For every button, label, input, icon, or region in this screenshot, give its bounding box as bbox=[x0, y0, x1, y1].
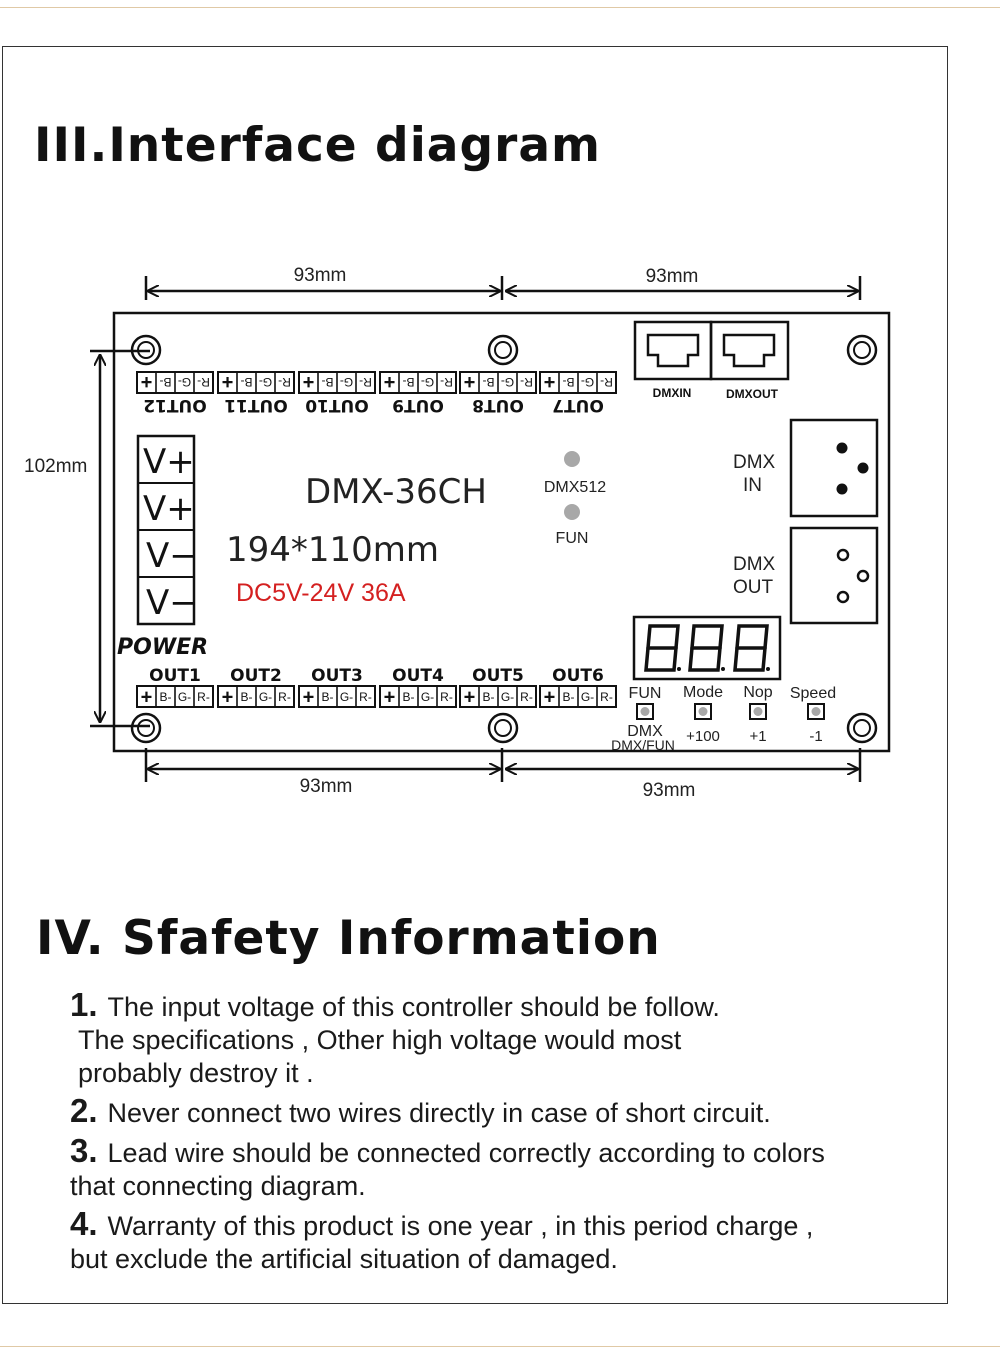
terminal-pin-label: B- bbox=[240, 375, 253, 389]
button-sublabel-dmx: DMX bbox=[627, 723, 663, 740]
terminal-pin-label: B- bbox=[159, 375, 172, 389]
output-terminal-block bbox=[540, 371, 616, 416]
terminal-pin-label: G- bbox=[580, 375, 595, 389]
terminal-pin-label: B- bbox=[321, 690, 334, 704]
output-terminal-block bbox=[460, 371, 536, 416]
xlr-pin bbox=[837, 484, 848, 495]
output-terminal-block bbox=[540, 666, 616, 709]
output-label: OUT1 bbox=[149, 666, 201, 686]
bottom-output-terminals bbox=[137, 666, 616, 709]
terminal-pin-label: G- bbox=[339, 690, 354, 704]
safety-information-list bbox=[70, 988, 950, 1280]
power-terminal-pin: V+ bbox=[143, 489, 195, 529]
button-mode[interactable] bbox=[695, 704, 711, 719]
terminal-pin-label: G- bbox=[177, 375, 192, 389]
terminal-pin-label: B- bbox=[321, 375, 334, 389]
dimension-label-height: 102mm bbox=[24, 456, 88, 477]
power-terminal-pin: V+ bbox=[143, 442, 195, 482]
output-label: OUT4 bbox=[392, 666, 444, 686]
model-label: DMX-36CH bbox=[305, 472, 487, 512]
xlr-in-label: DMX bbox=[733, 452, 776, 473]
output-terminal-block bbox=[218, 666, 294, 709]
output-terminal-block bbox=[137, 371, 213, 416]
terminal-pin-label: R- bbox=[197, 690, 210, 704]
terminal-pin-label: B- bbox=[402, 375, 415, 389]
section-title-interface-diagram: III.Interface diagram bbox=[34, 118, 602, 173]
output-label: OUT3 bbox=[311, 666, 363, 686]
xlr-dmx-out-connector bbox=[791, 528, 877, 623]
terminal-pin-label: + bbox=[221, 686, 234, 709]
safety-item bbox=[70, 1207, 950, 1276]
xlr-pin bbox=[858, 571, 868, 581]
mounting-hole bbox=[489, 336, 517, 364]
terminal-pin-label: G- bbox=[258, 375, 273, 389]
power-terminal bbox=[117, 436, 208, 660]
xlr-pin bbox=[837, 443, 848, 454]
terminal-pin-label: R- bbox=[440, 375, 453, 389]
mounting-hole bbox=[132, 714, 160, 742]
button-sublabel-minus1: -1 bbox=[809, 728, 823, 745]
button-label-nop: Nop bbox=[743, 684, 773, 701]
safety-item-text: Never connect two wires directly in case of short circuit. bbox=[107, 1098, 771, 1128]
output-label: OUT5 bbox=[472, 666, 524, 686]
rj45-in-label: DMXIN bbox=[652, 386, 692, 400]
safety-item-text: The specifications , Other high voltage would most bbox=[78, 1025, 682, 1055]
terminal-pin-label: R- bbox=[278, 690, 291, 704]
terminal-pin-label: G- bbox=[420, 690, 435, 704]
terminal-pin-label: R- bbox=[600, 690, 613, 704]
terminal-pin-label: G- bbox=[339, 375, 354, 389]
xlr-in-label: IN bbox=[743, 475, 762, 496]
safety-item-text: Warranty of this product is one year , in this period charge , bbox=[107, 1211, 814, 1241]
terminal-pin-label: R- bbox=[197, 375, 210, 389]
output-terminal-block bbox=[460, 666, 536, 709]
terminal-pin-label: R- bbox=[278, 375, 291, 389]
display-digit bbox=[690, 626, 725, 671]
dimension-label-top-left: 93mm bbox=[293, 265, 347, 286]
safety-item-number: 2. bbox=[70, 1092, 98, 1129]
terminal-pin-label: G- bbox=[258, 690, 273, 704]
output-terminal-block bbox=[299, 666, 375, 709]
button-speed[interactable] bbox=[808, 704, 824, 719]
output-terminal-block bbox=[299, 371, 375, 416]
terminal-pin-label: G- bbox=[500, 690, 515, 704]
terminal-pin-label: + bbox=[140, 686, 153, 709]
xlr-pin bbox=[838, 592, 848, 602]
button-nop[interactable] bbox=[750, 704, 766, 719]
terminal-pin-label: + bbox=[302, 370, 315, 393]
power-terminal-pin: V− bbox=[146, 536, 198, 576]
xlr-out-label: DMX bbox=[733, 554, 776, 575]
terminal-pin-label: + bbox=[463, 686, 476, 709]
dimension-label-top-right: 93mm bbox=[645, 266, 699, 287]
terminal-pin-label: R- bbox=[520, 690, 533, 704]
fun-led-label: FUN bbox=[555, 530, 589, 547]
button-sublabel-plus1: +1 bbox=[749, 728, 767, 745]
mounting-hole bbox=[848, 714, 876, 742]
terminal-pin-label: + bbox=[302, 686, 315, 709]
button-label-speed: Speed bbox=[789, 685, 837, 702]
rj45-dmx-out-port bbox=[711, 322, 788, 379]
terminal-pin-label: B- bbox=[482, 690, 495, 704]
safety-item-text: The input voltage of this controller should be follow. bbox=[107, 992, 720, 1022]
output-label: OUT11 bbox=[224, 395, 288, 415]
safety-item-text: but exclude the artificial situation of damaged. bbox=[70, 1244, 618, 1274]
output-terminal-block bbox=[218, 371, 294, 416]
terminal-pin-label: G- bbox=[500, 375, 515, 389]
output-label: OUT12 bbox=[143, 395, 207, 415]
safety-item-number: 3. bbox=[70, 1132, 98, 1169]
terminal-pin-label: R- bbox=[359, 375, 372, 389]
terminal-pin-label: R- bbox=[440, 690, 453, 704]
mounting-hole bbox=[489, 714, 517, 742]
terminal-pin-label: G- bbox=[580, 690, 595, 704]
terminal-pin-label: + bbox=[383, 370, 396, 393]
terminal-pin-label: + bbox=[383, 686, 396, 709]
safety-item-number: 4. bbox=[70, 1205, 98, 1242]
terminal-pin-label: B- bbox=[562, 375, 575, 389]
safety-item-text: probably destroy it . bbox=[78, 1058, 314, 1088]
output-label: OUT2 bbox=[230, 666, 282, 686]
terminal-pin-label: R- bbox=[359, 690, 372, 704]
terminal-pin-label: G- bbox=[177, 690, 192, 704]
power-label: POWER bbox=[117, 635, 209, 660]
safety-item-text: Lead wire should be connected correctly according to colors bbox=[107, 1138, 825, 1168]
section-title-safety-information: IV. Sfafety Information bbox=[36, 911, 661, 966]
xlr-pin bbox=[858, 463, 869, 474]
safety-item-text: that connecting diagram. bbox=[70, 1171, 366, 1201]
mounting-hole bbox=[848, 336, 876, 364]
terminal-pin-label: B- bbox=[240, 690, 253, 704]
safety-item bbox=[70, 988, 950, 1090]
rj45-dmx-in-port bbox=[635, 322, 711, 379]
size-label: 194*110mm bbox=[226, 530, 440, 570]
output-terminal-block bbox=[137, 666, 213, 709]
button-sublabel-dmx-fun: DMX/FUN bbox=[611, 737, 675, 753]
rj45-out-label: DMXOUT bbox=[726, 387, 778, 401]
display-digits bbox=[646, 626, 770, 671]
button-label-fun: FUN bbox=[628, 685, 662, 702]
safety-item bbox=[70, 1094, 950, 1130]
safety-item bbox=[70, 1134, 950, 1203]
output-label: OUT7 bbox=[552, 395, 604, 415]
rating-label: DC5V-24V 36A bbox=[236, 579, 406, 607]
dimension-label-bottom-left: 93mm bbox=[299, 776, 353, 797]
xlr-pin bbox=[838, 550, 848, 560]
output-label: OUT8 bbox=[472, 395, 524, 415]
terminal-pin-label: + bbox=[463, 370, 476, 393]
bottom-border-line bbox=[0, 1346, 1000, 1347]
dmx512-led-label: DMX512 bbox=[543, 479, 607, 496]
terminal-pin-label: B- bbox=[402, 690, 415, 704]
terminal-pin-label: + bbox=[543, 370, 556, 393]
xlr-out-label: OUT bbox=[733, 577, 774, 598]
terminal-pin-label: R- bbox=[600, 375, 613, 389]
output-terminal-block bbox=[380, 371, 456, 416]
button-fun-dmx[interactable] bbox=[637, 704, 653, 719]
power-terminal-pin: V− bbox=[146, 583, 198, 623]
terminal-pin-label: B- bbox=[562, 690, 575, 704]
terminal-pin-label: + bbox=[543, 686, 556, 709]
terminal-pin-label: + bbox=[140, 370, 153, 393]
fun-led bbox=[564, 504, 580, 520]
terminal-pin-label: G- bbox=[420, 375, 435, 389]
display-digit bbox=[646, 626, 681, 671]
terminal-pin-label: B- bbox=[482, 375, 495, 389]
output-terminal-block bbox=[380, 666, 456, 709]
button-sublabel-plus100: +100 bbox=[686, 728, 720, 745]
dimension-label-bottom-right: 93mm bbox=[642, 780, 696, 801]
output-label: OUT9 bbox=[392, 395, 444, 415]
button-label-mode: Mode bbox=[682, 684, 724, 701]
display-digit bbox=[735, 626, 770, 671]
safety-item-number: 1. bbox=[70, 986, 98, 1023]
output-label: OUT6 bbox=[552, 666, 604, 686]
terminal-pin-label: + bbox=[221, 370, 234, 393]
terminal-pin-label: B- bbox=[159, 690, 172, 704]
output-label: OUT10 bbox=[305, 395, 369, 415]
top-output-terminals bbox=[137, 371, 616, 416]
dmx512-led bbox=[564, 451, 580, 467]
terminal-pin-label: R- bbox=[520, 375, 533, 389]
